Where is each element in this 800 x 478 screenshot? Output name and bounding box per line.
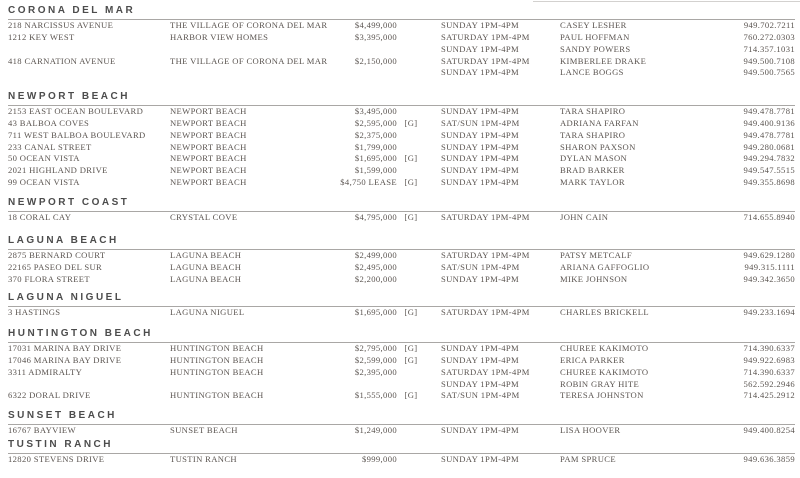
open-house-time: SUNDAY 1PM-4PM bbox=[441, 454, 520, 464]
listing-address: 99 OCEAN VISTA bbox=[8, 177, 80, 188]
listing-community: HUNTINGTON BEACH bbox=[170, 390, 264, 401]
agent-phone: 949.400.9136 bbox=[743, 117, 795, 128]
open-house-time: SUNDAY 1PM-4PM bbox=[441, 141, 520, 152]
listing-community: HUNTINGTON BEACH bbox=[170, 343, 264, 353]
listing-price: $2,200,000 bbox=[354, 273, 397, 284]
g-marker: [G] bbox=[404, 307, 418, 317]
listing-row bbox=[8, 56, 795, 68]
section-header: CORONA DEL MAR bbox=[8, 6, 795, 20]
agent-name: CASEY LESHER bbox=[560, 20, 627, 30]
listing-row bbox=[8, 390, 795, 402]
listing-price: $4,750 LEASE bbox=[340, 177, 397, 188]
listing-community: HARBOR VIEW HOMES bbox=[170, 31, 269, 42]
agent-name: CHARLES BRICKELL bbox=[560, 307, 649, 317]
listing-community: LAGUNA BEACH bbox=[170, 250, 242, 260]
listing-address: 2021 HIGHLAND DRIVE bbox=[8, 165, 108, 176]
listing-row bbox=[8, 118, 795, 130]
listing-community: TUSTIN RANCH bbox=[170, 454, 237, 464]
section-header: TUSTIN RANCH bbox=[8, 440, 795, 454]
listing-address: 6322 DORAL DRIVE bbox=[8, 390, 91, 401]
agent-name: TARA SHAPIRO bbox=[560, 106, 626, 116]
listing-row bbox=[8, 44, 795, 56]
listing-row bbox=[8, 165, 795, 177]
listing-row bbox=[8, 153, 795, 165]
agent-phone: 949.629.1280 bbox=[743, 250, 795, 260]
listing-community: NEWPORT BEACH bbox=[170, 165, 247, 176]
g-marker: [G] bbox=[404, 212, 418, 222]
listing-row bbox=[8, 343, 795, 355]
listing-row bbox=[8, 67, 795, 79]
listing-row bbox=[8, 262, 795, 274]
section bbox=[8, 293, 795, 319]
listing-row bbox=[8, 425, 795, 437]
listing-community: SUNSET BEACH bbox=[170, 425, 238, 435]
open-house-time: SUNDAY 1PM-4PM bbox=[441, 165, 520, 176]
listing-price: $1,555,000 bbox=[354, 390, 397, 401]
listing-price: $2,495,000 bbox=[354, 261, 397, 272]
listing-row bbox=[8, 130, 795, 142]
listing-price: $1,695,000 bbox=[354, 153, 397, 164]
open-house-time: SUNDAY 1PM-4PM bbox=[441, 273, 520, 284]
listing-row bbox=[8, 454, 795, 466]
listing-row bbox=[8, 32, 795, 44]
agent-phone: 714.390.6337 bbox=[743, 366, 795, 377]
open-house-time: SATURDAY 1PM-4PM bbox=[441, 55, 530, 66]
listing-price: $2,499,000 bbox=[354, 250, 397, 260]
listing-address: 370 FLORA STREET bbox=[8, 273, 90, 284]
listing-price: $3,495,000 bbox=[354, 106, 397, 116]
agent-phone: 949.400.8254 bbox=[743, 425, 795, 435]
agent-phone: 949.294.7832 bbox=[743, 153, 795, 164]
agent-phone: 949.233.1694 bbox=[743, 307, 795, 317]
listing-row bbox=[8, 106, 795, 118]
listing-address: 43 BALBOA COVES bbox=[8, 117, 90, 128]
agent-name: PAM SPRUCE bbox=[560, 454, 616, 464]
agent-phone: 714.390.6337 bbox=[743, 343, 795, 353]
listing-address: 711 WEST BALBOA BOULEVARD bbox=[8, 129, 146, 140]
open-house-time: SUNDAY 1PM-4PM bbox=[441, 20, 520, 30]
agent-name: ERICA PARKER bbox=[560, 354, 625, 365]
section-header: HUNTINGTON BEACH bbox=[8, 329, 795, 343]
agent-name: BRAD BARKER bbox=[560, 165, 625, 176]
listing-community: NEWPORT BEACH bbox=[170, 117, 247, 128]
agent-name: SHARON PAXSON bbox=[560, 141, 636, 152]
listing-community: NEWPORT BEACH bbox=[170, 153, 247, 164]
g-marker: [G] bbox=[404, 117, 418, 128]
agent-phone: 949.702.7211 bbox=[743, 20, 795, 30]
agent-name: MARK TAYLOR bbox=[560, 177, 625, 188]
agent-phone: 949.478.7781 bbox=[743, 106, 795, 116]
listing-community: LAGUNA BEACH bbox=[170, 273, 242, 284]
agent-name: TERESA JOHNSTON bbox=[560, 390, 644, 401]
listing-community: THE VILLAGE OF CORONA DEL MAR bbox=[170, 55, 328, 66]
listing-community: NEWPORT BEACH bbox=[170, 106, 247, 116]
agent-phone: 949.500.7565 bbox=[743, 67, 795, 78]
listing-price: $4,795,000 bbox=[354, 212, 397, 222]
agent-name: JOHN CAIN bbox=[560, 212, 609, 222]
agent-phone: 714.357.1031 bbox=[743, 43, 795, 54]
listing-community: HUNTINGTON BEACH bbox=[170, 354, 264, 365]
listing-row bbox=[8, 142, 795, 154]
listing-address: 3311 ADMIRALTY bbox=[8, 366, 83, 377]
section bbox=[8, 6, 795, 79]
agent-phone: 949.547.5515 bbox=[743, 165, 795, 176]
agent-phone: 949.315.1111 bbox=[744, 261, 795, 272]
listing-address: 3 HASTINGS bbox=[8, 307, 61, 317]
listing-price: $1,249,000 bbox=[354, 425, 397, 435]
open-house-time: SATURDAY 1PM-4PM bbox=[441, 366, 530, 377]
listing-address: 18 CORAL CAY bbox=[8, 212, 72, 222]
listing-community: LAGUNA BEACH bbox=[170, 261, 242, 272]
listing-community: CRYSTAL COVE bbox=[170, 212, 238, 222]
listing-address: 50 OCEAN VISTA bbox=[8, 153, 80, 164]
agent-name: LANCE BOGGS bbox=[560, 67, 624, 78]
open-house-time: SATURDAY 1PM-4PM bbox=[441, 307, 530, 317]
g-marker: [G] bbox=[404, 177, 418, 188]
listing-row bbox=[8, 250, 795, 262]
listing-community: NEWPORT BEACH bbox=[170, 177, 247, 188]
agent-name: ADRIANA FARFAN bbox=[560, 117, 639, 128]
listing-community: NEWPORT BEACH bbox=[170, 129, 247, 140]
listing-price: $999,000 bbox=[361, 454, 397, 464]
agent-name: CHUREE KAKIMOTO bbox=[560, 366, 649, 377]
agent-phone: 949.636.3859 bbox=[743, 454, 795, 464]
g-marker: [G] bbox=[404, 343, 418, 353]
agent-phone: 949.355.8698 bbox=[743, 177, 795, 188]
open-house-time: SUNDAY 1PM-4PM bbox=[441, 354, 520, 365]
agent-phone: 949.922.6983 bbox=[743, 354, 795, 365]
g-marker: [G] bbox=[404, 390, 418, 401]
section bbox=[8, 411, 795, 437]
agent-name: DYLAN MASON bbox=[560, 153, 628, 164]
agent-phone: 562.592.2946 bbox=[743, 378, 795, 389]
agent-name: LISA HOOVER bbox=[560, 425, 621, 435]
agent-name: TARA SHAPIRO bbox=[560, 129, 626, 140]
listing-address: 2153 EAST OCEAN BOULEVARD bbox=[8, 106, 144, 116]
listing-price: $1,695,000 bbox=[354, 307, 397, 317]
listing-price: $2,395,000 bbox=[354, 366, 397, 377]
open-house-time: SUNDAY 1PM-4PM bbox=[441, 177, 520, 188]
open-house-time: SAT/SUN 1PM-4PM bbox=[441, 390, 520, 401]
listing-address: 218 NARCISSUS AVENUE bbox=[8, 20, 114, 30]
section-header: LAGUNA NIGUEL bbox=[8, 293, 795, 307]
agent-phone: 949.342.3650 bbox=[743, 273, 795, 284]
listing-price: $2,375,000 bbox=[354, 129, 397, 140]
top-divider-line bbox=[533, 1, 800, 2]
open-house-time: SUNDAY 1PM-4PM bbox=[441, 106, 520, 116]
agent-name: ARIANA GAFFOGLIO bbox=[560, 261, 650, 272]
listing-price: $1,599,000 bbox=[354, 165, 397, 176]
listing-row bbox=[8, 274, 795, 286]
listing-price: $2,595,000 bbox=[354, 117, 397, 128]
agent-phone: 760.272.0303 bbox=[743, 31, 795, 42]
agent-name: PATSY METCALF bbox=[560, 250, 632, 260]
listing-address: 17046 MARINA BAY DRIVE bbox=[8, 354, 122, 365]
open-house-time: SAT/SUN 1PM-4PM bbox=[441, 117, 520, 128]
listing-row bbox=[8, 212, 795, 224]
agent-name: CHUREE KAKIMOTO bbox=[560, 343, 649, 353]
open-house-time: SUNDAY 1PM-4PM bbox=[441, 67, 520, 78]
section bbox=[8, 440, 795, 466]
section-header: NEWPORT COAST bbox=[8, 198, 795, 212]
agent-phone: 714.425.2912 bbox=[743, 390, 795, 401]
open-house-time: SUNDAY 1PM-4PM bbox=[441, 425, 520, 435]
open-house-time: SUNDAY 1PM-4PM bbox=[441, 129, 520, 140]
listing-community: NEWPORT BEACH bbox=[170, 141, 247, 152]
section bbox=[8, 329, 795, 402]
listing-address: 12820 STEVENS DRIVE bbox=[8, 454, 105, 464]
agent-name: MIKE JOHNSON bbox=[560, 273, 628, 284]
section bbox=[8, 198, 795, 224]
open-house-time: SATURDAY 1PM-4PM bbox=[441, 31, 530, 42]
listing-price: $1,799,000 bbox=[354, 141, 397, 152]
listing-row bbox=[8, 307, 795, 319]
open-house-time: SATURDAY 1PM-4PM bbox=[441, 212, 530, 222]
listing-address: 16767 BAYVIEW bbox=[8, 425, 76, 435]
section bbox=[8, 92, 795, 189]
agent-name: SANDY POWERS bbox=[560, 43, 631, 54]
listing-address: 233 CANAL STREET bbox=[8, 141, 92, 152]
agent-phone: 949.478.7781 bbox=[743, 129, 795, 140]
listing-row bbox=[8, 20, 795, 32]
open-house-time: SUNDAY 1PM-4PM bbox=[441, 378, 520, 389]
agent-name: PAUL HOFFMAN bbox=[560, 31, 630, 42]
listing-price: $2,150,000 bbox=[354, 55, 397, 66]
open-house-time: SAT/SUN 1PM-4PM bbox=[441, 261, 520, 272]
listing-community: LAGUNA NIGUEL bbox=[170, 307, 245, 317]
g-marker: [G] bbox=[404, 153, 418, 164]
listing-address: 22165 PASEO DEL SUR bbox=[8, 261, 103, 272]
listing-community: THE VILLAGE OF CORONA DEL MAR bbox=[170, 20, 328, 30]
agent-phone: 949.280.0681 bbox=[743, 141, 795, 152]
listing-address: 17031 MARINA BAY DRIVE bbox=[8, 343, 122, 353]
agent-name: KIMBERLEE DRAKE bbox=[560, 55, 647, 66]
listing-row bbox=[8, 367, 795, 379]
listing-row bbox=[8, 177, 795, 189]
listing-row bbox=[8, 355, 795, 367]
listing-price: $2,599,000 bbox=[354, 354, 397, 365]
listing-community: HUNTINGTON BEACH bbox=[170, 366, 264, 377]
open-house-time: SUNDAY 1PM-4PM bbox=[441, 153, 520, 164]
agent-phone: 714.655.8940 bbox=[743, 212, 795, 222]
open-house-time: SUNDAY 1PM-4PM bbox=[441, 343, 520, 353]
section bbox=[8, 236, 795, 286]
agent-name: ROBIN GRAY HITE bbox=[560, 378, 640, 389]
section-header: LAGUNA BEACH bbox=[8, 236, 795, 250]
listing-address: 418 CARNATION AVENUE bbox=[8, 55, 116, 66]
agent-phone: 949.500.7108 bbox=[743, 55, 795, 66]
listing-address: 1212 KEY WEST bbox=[8, 31, 75, 42]
listing-price: $3,395,000 bbox=[354, 31, 397, 42]
listing-address: 2875 BERNARD COURT bbox=[8, 250, 106, 260]
listing-row bbox=[8, 379, 795, 391]
open-house-time: SATURDAY 1PM-4PM bbox=[441, 250, 530, 260]
open-house-time: SUNDAY 1PM-4PM bbox=[441, 43, 520, 54]
section-header: NEWPORT BEACH bbox=[8, 92, 795, 106]
section-header: SUNSET BEACH bbox=[8, 411, 795, 425]
g-marker: [G] bbox=[404, 354, 418, 365]
listing-price: $2,795,000 bbox=[354, 343, 397, 353]
listing-price: $4,499,000 bbox=[354, 20, 397, 30]
